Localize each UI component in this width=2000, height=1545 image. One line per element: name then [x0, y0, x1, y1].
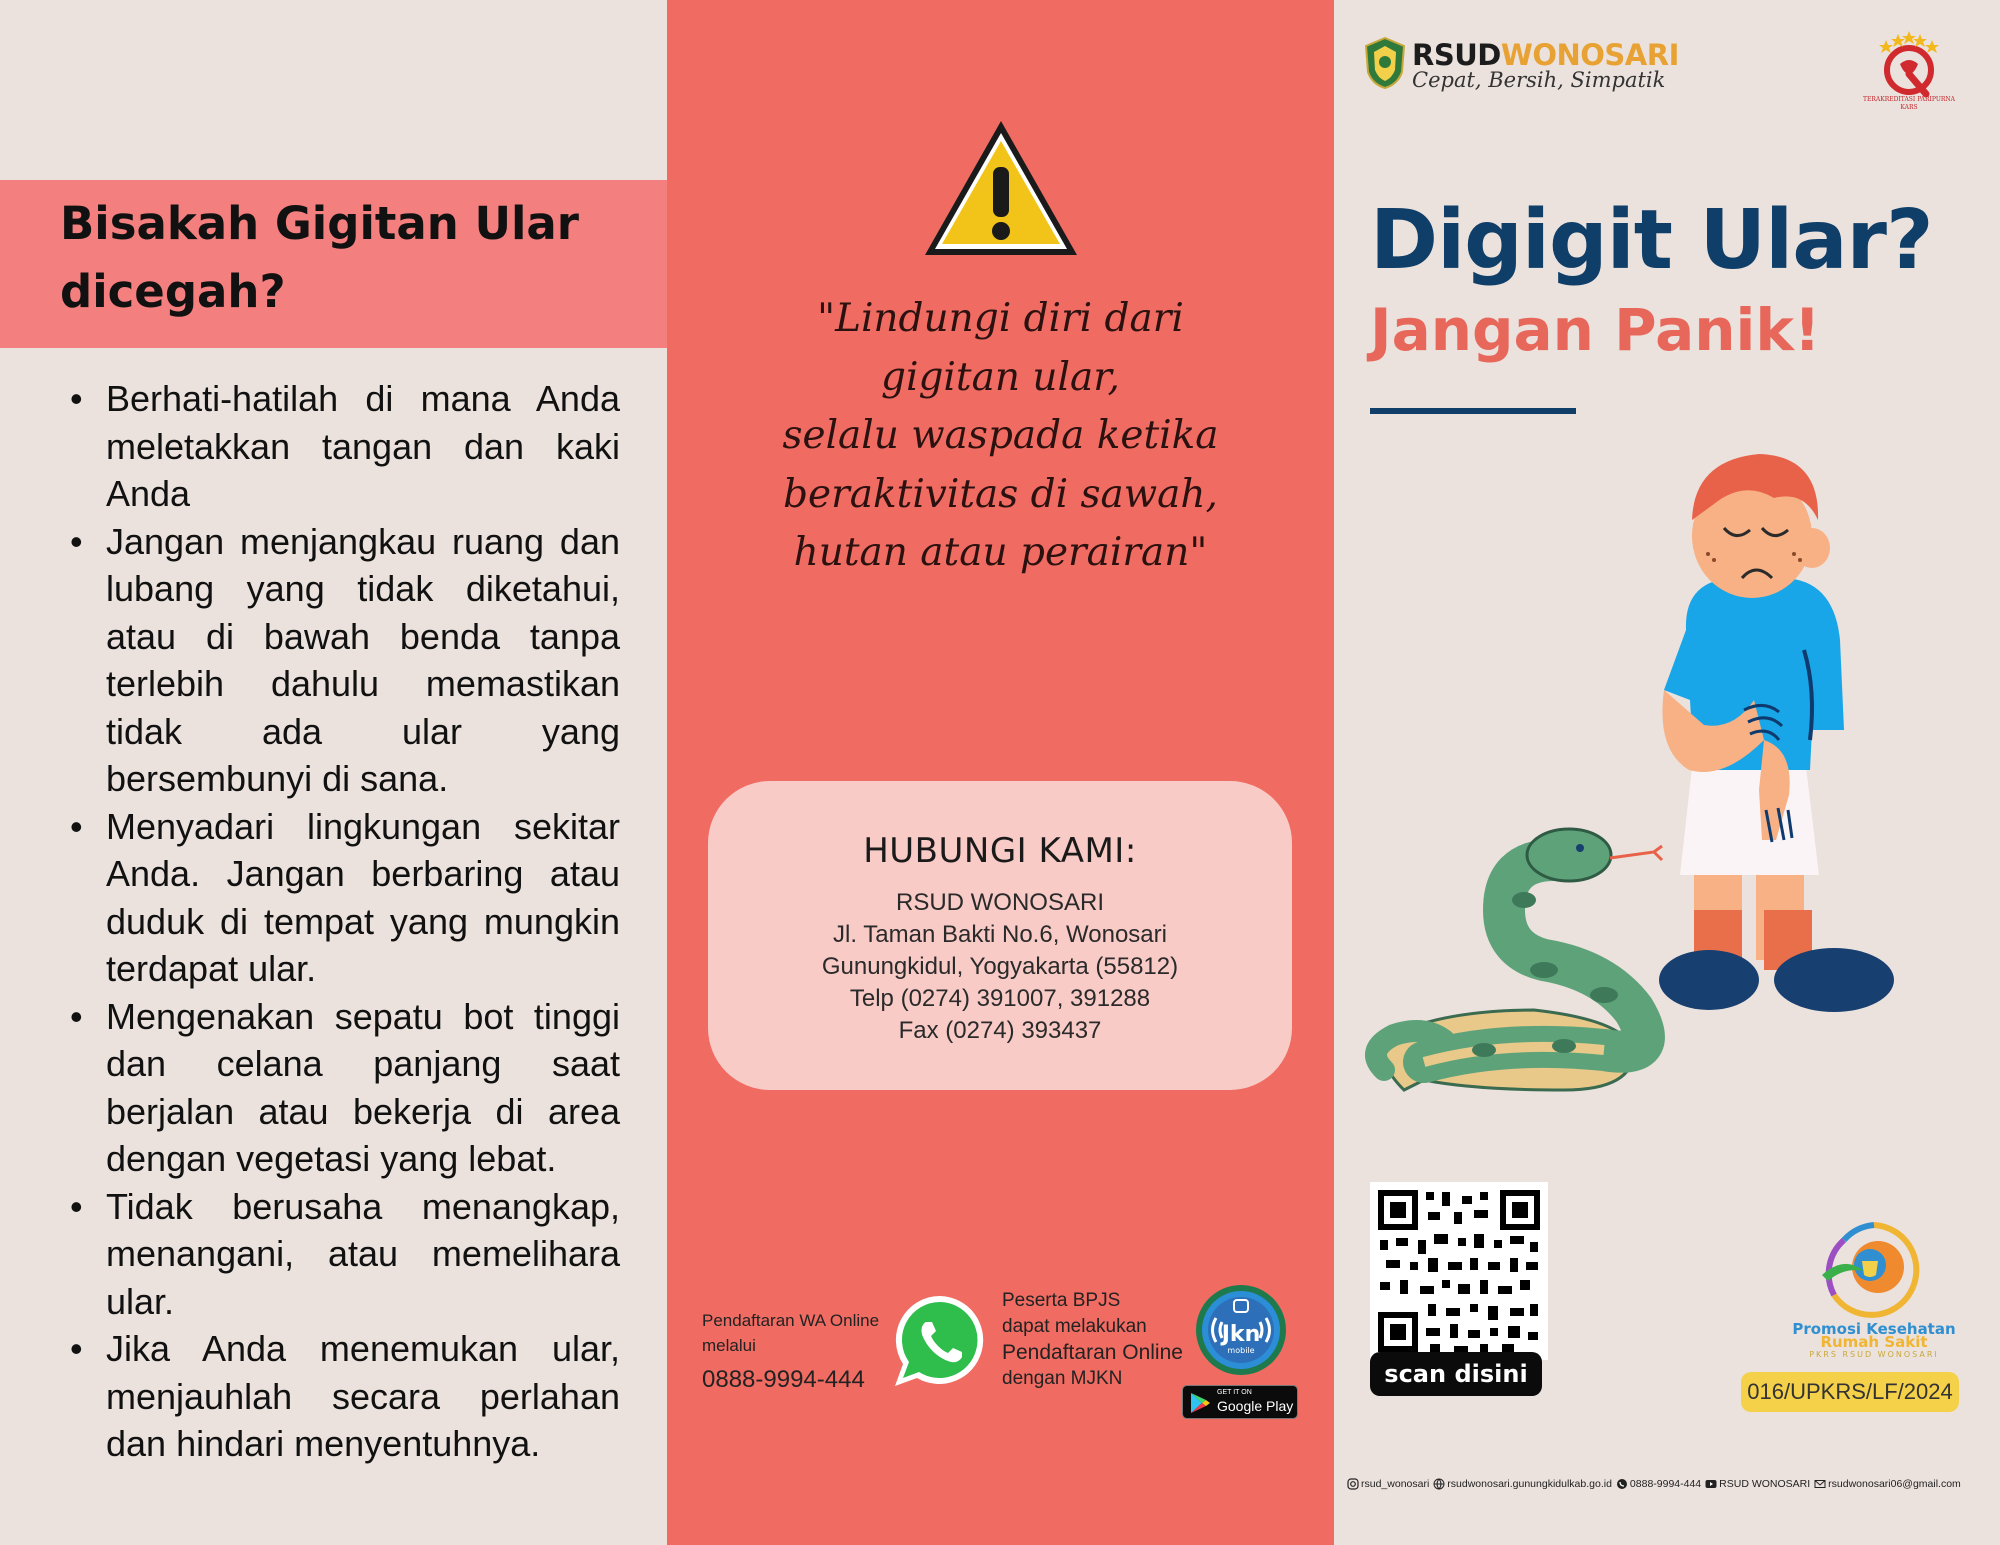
quote-line: hutan atau perairan" [793, 530, 1208, 575]
jkn-sub-label: mobile [1227, 1346, 1255, 1355]
contact-line: Fax (0274) 393437 [898, 1017, 1102, 1044]
title-divider [1370, 408, 1576, 414]
promkes-subtitle: Rumah Sakit [1820, 1333, 1928, 1351]
main-title: Digigit Ular? [1370, 193, 1933, 288]
whatsapp-icon [1616, 1478, 1628, 1490]
bpjs-line: Peserta BPJS [1002, 1290, 1121, 1311]
bpjs-info [1002, 1288, 1202, 1392]
wa-number: 0888-9994-444 [702, 1366, 865, 1393]
safety-quote [767, 290, 1234, 583]
google-play-top-label: GET IT ON [1217, 1389, 1252, 1396]
snake-bite-illustration [1364, 450, 1964, 1140]
contact-card [708, 781, 1292, 1090]
jkn-label: Jkn [1221, 1322, 1261, 1347]
tip-text: Tidak berusaha menangkap, menangani, atau memelihara ular. [106, 1185, 620, 1322]
promkes-title: Promosi Kesehatan [1792, 1320, 1956, 1338]
prevention-title: Bisakah Gigitan Ular dicegah? [60, 197, 579, 318]
tip-text: Jika Anda menemukan ular, menjauhlah secara perlahan dan hindari menyentuhnya. [106, 1328, 620, 1464]
whatsapp-icon [889, 1290, 991, 1392]
bpjs-line: dengan MJKN [1002, 1368, 1123, 1389]
quote-line: selalu waspada ketika [782, 413, 1219, 458]
logo-part-rsud: RSUD [1412, 38, 1501, 72]
footer-text: 0888-9994-444 [1629, 1478, 1702, 1490]
jkn-mobile-icon [1194, 1283, 1288, 1377]
document-code-badge: 016/UPKRS/LF/2024 [1741, 1372, 1959, 1412]
hospital-tagline: Cepat, Bersih, Simpatik [1412, 68, 1666, 92]
contact-line: Jl. Taman Bakti No.6, Wonosari [833, 921, 1167, 948]
google-play-icon [1189, 1392, 1211, 1414]
promkes-logo-icon [1814, 1215, 1934, 1325]
list-item: • Tidak berusaha menangkap, menangani, atau memelihara ular. [70, 1185, 620, 1322]
prevention-tips-list [60, 375, 620, 1468]
footer-text: RSUD WONOSARI [1719, 1478, 1811, 1490]
footer-item-whatsapp[interactable] [1616, 1478, 1701, 1490]
qr-code[interactable] [1370, 1182, 1548, 1360]
mail-icon [1814, 1478, 1826, 1490]
promkes-unit: PKRS RSUD WONOSARI [1809, 1350, 1939, 1359]
quote-line: gigitan ular, [881, 354, 1120, 400]
footer-item-youtube[interactable] [1705, 1478, 1810, 1490]
wa-caption: Pendaftaran WA Online [702, 1311, 880, 1330]
list-item: • Berhati-hatilah di mana Anda meletakkan tangan dan kaki Anda [70, 378, 620, 514]
footer-text: rsudwonosari.gunungkidulkab.go.id [1447, 1478, 1612, 1490]
prevention-header-band [0, 180, 667, 348]
google-play-label: Google Play [1217, 1398, 1294, 1414]
tip-text: Jangan menjangkau ruang dan lubang yang tidak diketahui, atau di bawah benda tanpa terlebih dahulu memastikan tidak ada ular yang bersembunyi di sana. [106, 520, 620, 799]
list-item: • Jangan menjangkau ruang dan lubang yang tidak diketahui, atau di bawah benda tanpa terlebih dahulu memastikan tidak ada ular yang bersembunyi di sana. [70, 520, 620, 799]
wa-registration [702, 1308, 902, 1394]
list-item: • Menyadari lingkungan sekitar Anda. Jangan berbaring atau duduk di tempat yang mungkin terdapat ular. [70, 805, 620, 989]
footer-item-website[interactable] [1433, 1478, 1612, 1490]
scan-label: scan disini [1370, 1352, 1542, 1396]
contact-details [708, 887, 1292, 1047]
instagram-icon [1347, 1478, 1359, 1490]
hospital-logo-text [1412, 38, 1679, 72]
middle-panel [667, 0, 1334, 1545]
accreditation-text: TERAKREDITASI PARIPURNA KARS [1863, 96, 1955, 111]
list-item: • Mengenakan sepatu bot tinggi dan celana panjang saat berjalan atau bekerja di area dengan vegetasi yang lebat. [70, 995, 620, 1179]
contact-line: RSUD WONOSARI [895, 889, 1104, 916]
quote-line: "Lindungi diri dari [817, 296, 1184, 341]
gunungkidul-emblem-icon [1362, 36, 1408, 90]
bpjs-line: dapat melakukan [1002, 1316, 1147, 1337]
bpjs-line: Pendaftaran Online [1002, 1341, 1183, 1364]
footer-text: rsudwonosari06@gmail.com [1828, 1478, 1961, 1490]
contact-line: Gunungkidul, Yogyakarta (55812) [821, 953, 1179, 980]
youtube-icon [1705, 1478, 1717, 1490]
contact-line: Telp (0274) 391007, 391288 [849, 985, 1151, 1012]
globe-icon [1433, 1478, 1445, 1490]
footer-item-email[interactable] [1814, 1478, 1961, 1490]
wa-caption: melalui [702, 1336, 756, 1355]
quote-line: beraktivitas di sawah, [783, 471, 1218, 517]
tip-text: Mengenakan sepatu bot tinggi dan celana panjang saat berjalan atau bekerja di area dengan vegetasi yang lebat. [106, 995, 620, 1179]
footer-item-instagram[interactable] [1347, 1478, 1429, 1490]
contact-title: HUBUNGI KAMI: [863, 831, 1137, 871]
logo-part-wonosari: WONOSARI [1500, 38, 1679, 72]
tip-text: Menyadari lingkungan sekitar Anda. Jangan berbaring atau duduk di tempat yang mungkin terdapat ular. [106, 805, 620, 989]
tip-text: Berhati-hatilah di mana Anda meletakkan tangan dan kaki Anda [106, 378, 620, 514]
footer-text: rsud_wonosari [1361, 1478, 1430, 1490]
right-panel [1334, 0, 2000, 1545]
warning-icon [919, 115, 1083, 261]
sub-title: Jangan Panik! [1370, 296, 1821, 364]
footer-contacts [1347, 1478, 1997, 1490]
list-item: • Jika Anda menemukan ular, menjauhlah secara perlahan dan hindari menyentuhnya. [70, 1328, 620, 1464]
google-play-badge[interactable] [1182, 1385, 1298, 1419]
left-panel [0, 0, 667, 1545]
